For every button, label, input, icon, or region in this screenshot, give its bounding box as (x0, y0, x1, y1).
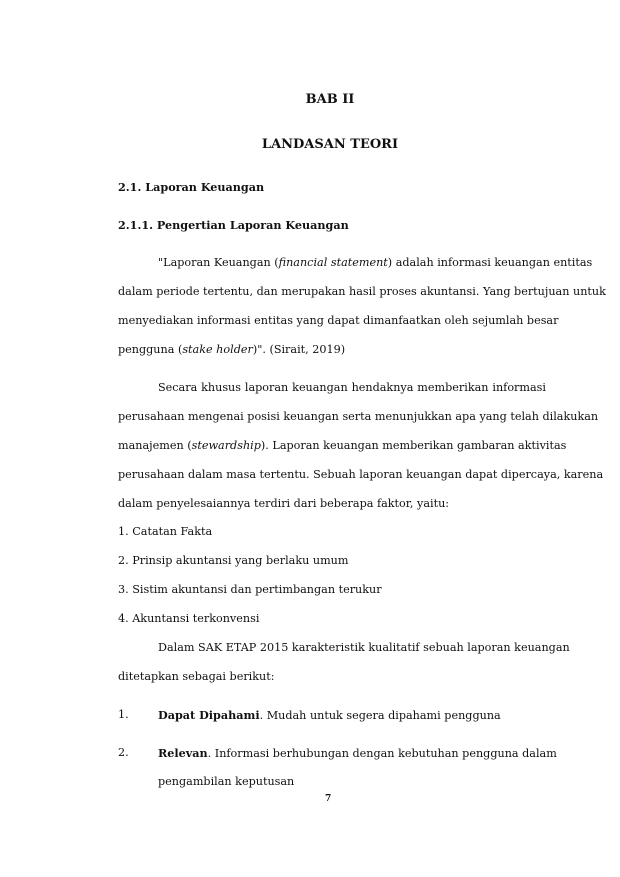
p1-l1-a: "Laporan Keuangan ( (158, 256, 279, 269)
paragraph-1-line-4 (118, 343, 345, 357)
characteristic-item (158, 746, 557, 761)
p1-l4-b: )". (Sirait, 2019) (252, 343, 346, 356)
p2-l3-a: manajemen ( (118, 439, 192, 452)
paragraph-2-line-3 (118, 439, 567, 453)
paragraph-3-line-1: Dalam SAK ETAP 2015 karakteristik kualitatif sebuah laporan keuangan (158, 641, 570, 654)
paragraph-2-line-5: dalam penyelesaiannya terdiri dari beberapa faktor, yaitu: (118, 497, 450, 510)
paragraph-3-line-2: ditetapkan sebagai berikut: (118, 670, 275, 683)
page-number: 7 (325, 794, 332, 804)
p2-l3-em: stewardship (191, 439, 261, 452)
paragraph-2-line-2: perusahaan mengenai posisi keuangan serta menunjukkan apa yang telah dilakukan (118, 410, 599, 423)
p1-l4-a: pengguna ( (118, 343, 183, 356)
characteristic-desc: . Mudah untuk segera dipahami pengguna (259, 709, 501, 722)
factor-item: 2. Prinsip akuntansi yang berlaku umum (118, 554, 349, 567)
subsection-heading: 2.1.1. Pengertian Laporan Keuangan (118, 218, 349, 232)
paragraph-2-line-4: perusahaan dalam masa tertentu. Sebuah laporan keuangan dapat dipercaya, karena (118, 468, 604, 481)
section-heading: 2.1. Laporan Keuangan (118, 180, 265, 194)
factor-item: 1. Catatan Fakta (118, 525, 213, 538)
factor-item: 4. Akuntansi terkonvensi (118, 612, 260, 625)
characteristic-desc: . Informasi berhubungan dengan kebutuhan pengguna dalam (207, 747, 557, 760)
chapter-heading: BAB II (305, 92, 355, 107)
characteristic-term: Relevan (158, 746, 208, 760)
characteristic-number: 2. (118, 746, 129, 759)
paragraph-1-line-3: menyediakan informasi entitas yang dapat dimanfaatkan oleh sejumlah besar (118, 314, 559, 327)
paragraph-1-line-2: dalam periode tertentu, dan merupakan hasil proses akuntansi. Yang bertujuan untuk (118, 285, 606, 298)
paragraph-1-line-1 (158, 256, 593, 270)
p1-l4-em: stake holder (182, 343, 253, 356)
paragraph-2-line-1: Secara khusus laporan keuangan hendaknya memberikan informasi (158, 381, 546, 394)
factor-item: 3. Sistim akuntansi dan pertimbangan terukur (118, 583, 382, 596)
characteristic-continuation: pengambilan keputusan (158, 775, 295, 788)
characteristic-number: 1. (118, 708, 129, 721)
characteristic-item (158, 708, 501, 723)
p1-l1-em: financial statement (278, 256, 388, 269)
chapter-title: LANDASAN TEORI (261, 137, 399, 152)
characteristic-term: Dapat Dipahami (158, 708, 260, 722)
p2-l3-b: ). Laporan keuangan memberikan gambaran aktivitas (260, 439, 567, 452)
p1-l1-b: ) adalah informasi keuangan entitas (387, 256, 593, 269)
